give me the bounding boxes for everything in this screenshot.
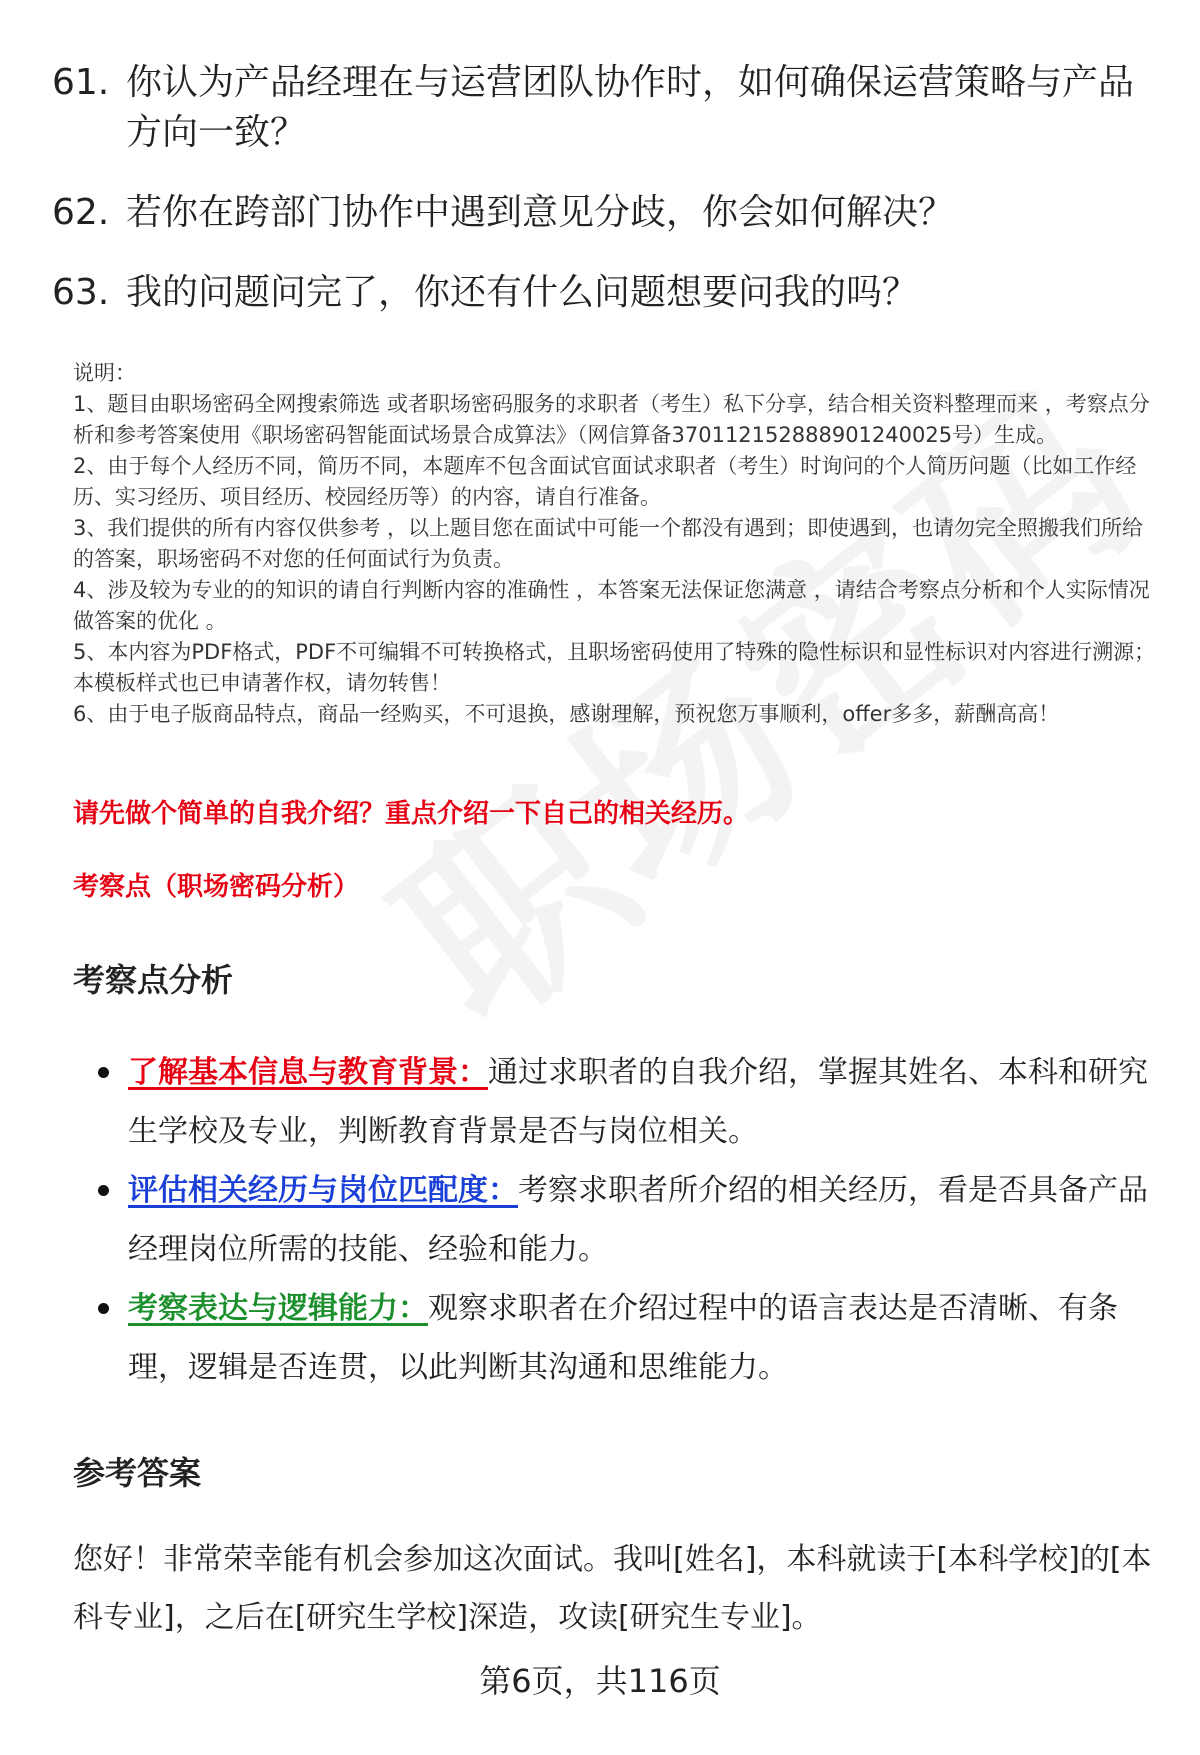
question-item	[52, 188, 1162, 238]
bullet-dot-icon	[96, 1043, 128, 1161]
note-item: 5、本内容为PDF格式，PDF不可编辑不可转换格式，且职场密码使用了特殊的隐性标识和显性标识对内容进行溯源；本模板样式也已申请著作权，请勿转售！	[73, 640, 1156, 695]
note-item: 6、由于电子版商品特点，商品一经购买，不可退换，感谢理解，预祝您万事顺利，offer多多，薪酬高高！	[73, 702, 1060, 726]
note-item: 2、由于每个人经历不同，简历不同，本题库不包含面试官面试求职者（考生）时询问的个人简历问题（比如工作经历、实习经历、项目经历、校园经历等）的内容，请自行准备。	[73, 454, 1137, 509]
bullet-key: 评估相关经历与岗位匹配度：	[128, 1173, 518, 1208]
disclaimer-notes	[73, 358, 1163, 730]
question-item	[52, 58, 1162, 158]
bullet-item	[96, 1279, 1166, 1397]
question-number: 63.	[52, 272, 110, 313]
bullet-item	[96, 1043, 1166, 1161]
bullet-body	[128, 1279, 1166, 1397]
answer-title: 参考答案	[73, 1454, 202, 1492]
question-text: 若你在跨部门协作中遇到意见分歧，你会如何解决？	[126, 192, 955, 233]
bullet-text: 考察求职者所介绍的相关经历，看是否具备产品经理岗位所需的技能、经验和能力。	[128, 1173, 1148, 1267]
bullet-text: 通过求职者的自我介绍，掌握其姓名、本科和研究生学校及专业，判断教育背景是否与岗位相关。	[128, 1055, 1148, 1149]
analysis-title: 考察点分析	[73, 961, 234, 999]
analysis-label: 考察点（职场密码分析）	[73, 872, 360, 902]
note-item: 1、题目由职场密码全网搜索筛选 或者职场密码服务的求职者（考生）私下分享，结合相关资料整理而来 ，考察点分析和参考答案使用《职场密码智能面试场景合成算法》（网信算备370112152888901240025号）生成。	[73, 392, 1150, 447]
bullet-key: 了解基本信息与教育背景：	[128, 1055, 488, 1090]
question-list	[52, 58, 1162, 348]
bullet-body	[128, 1161, 1166, 1279]
question-number: 61.	[52, 62, 110, 103]
bullet-dot-icon	[96, 1161, 128, 1279]
question-number: 62.	[52, 192, 110, 233]
notes-title: 说明：	[73, 361, 136, 385]
bullet-dot-icon	[96, 1279, 128, 1397]
bullet-key: 考察表达与逻辑能力：	[128, 1291, 428, 1326]
bullet-text: 观察求职者在介绍过程中的语言表达是否清晰、有条理，逻辑是否连贯，以此判断其沟通和思维能力。	[128, 1291, 1118, 1385]
bullet-body	[128, 1043, 1166, 1161]
answer-text: 您好！非常荣幸能有机会参加这次面试。我叫[姓名]，本科就读于[本科学校]的[本科专业]，之后在[研究生学校]深造，攻读[研究生专业]。	[73, 1542, 1152, 1635]
bullet-item	[96, 1161, 1166, 1279]
question-heading: 请先做个简单的自我介绍？重点介绍一下自己的相关经历。	[73, 799, 750, 829]
note-item: 3、我们提供的所有内容仅供参考 ，以上题目您在面试中可能一个都没有遇到；即使遇到，也请勿完全照搬我们所给的答案，职场密码不对您的任何面试行为负责。	[73, 516, 1144, 571]
question-text: 你认为产品经理在与运营团队协作时，如何确保运营策略与产品方向一致？	[126, 62, 1135, 153]
note-item: 4、涉及较为专业的的知识的请自行判断内容的准确性 ，本答案无法保证您满意 ，请结合考察点分析和个人实际情况做答案的优化 。	[73, 578, 1150, 633]
question-text: 我的问题问完了，你还有什么问题想要问我的吗？	[126, 272, 919, 313]
question-item	[52, 268, 1162, 318]
analysis-bullets	[96, 1043, 1166, 1397]
page-footer: 第6页，共116页	[479, 1662, 721, 1700]
